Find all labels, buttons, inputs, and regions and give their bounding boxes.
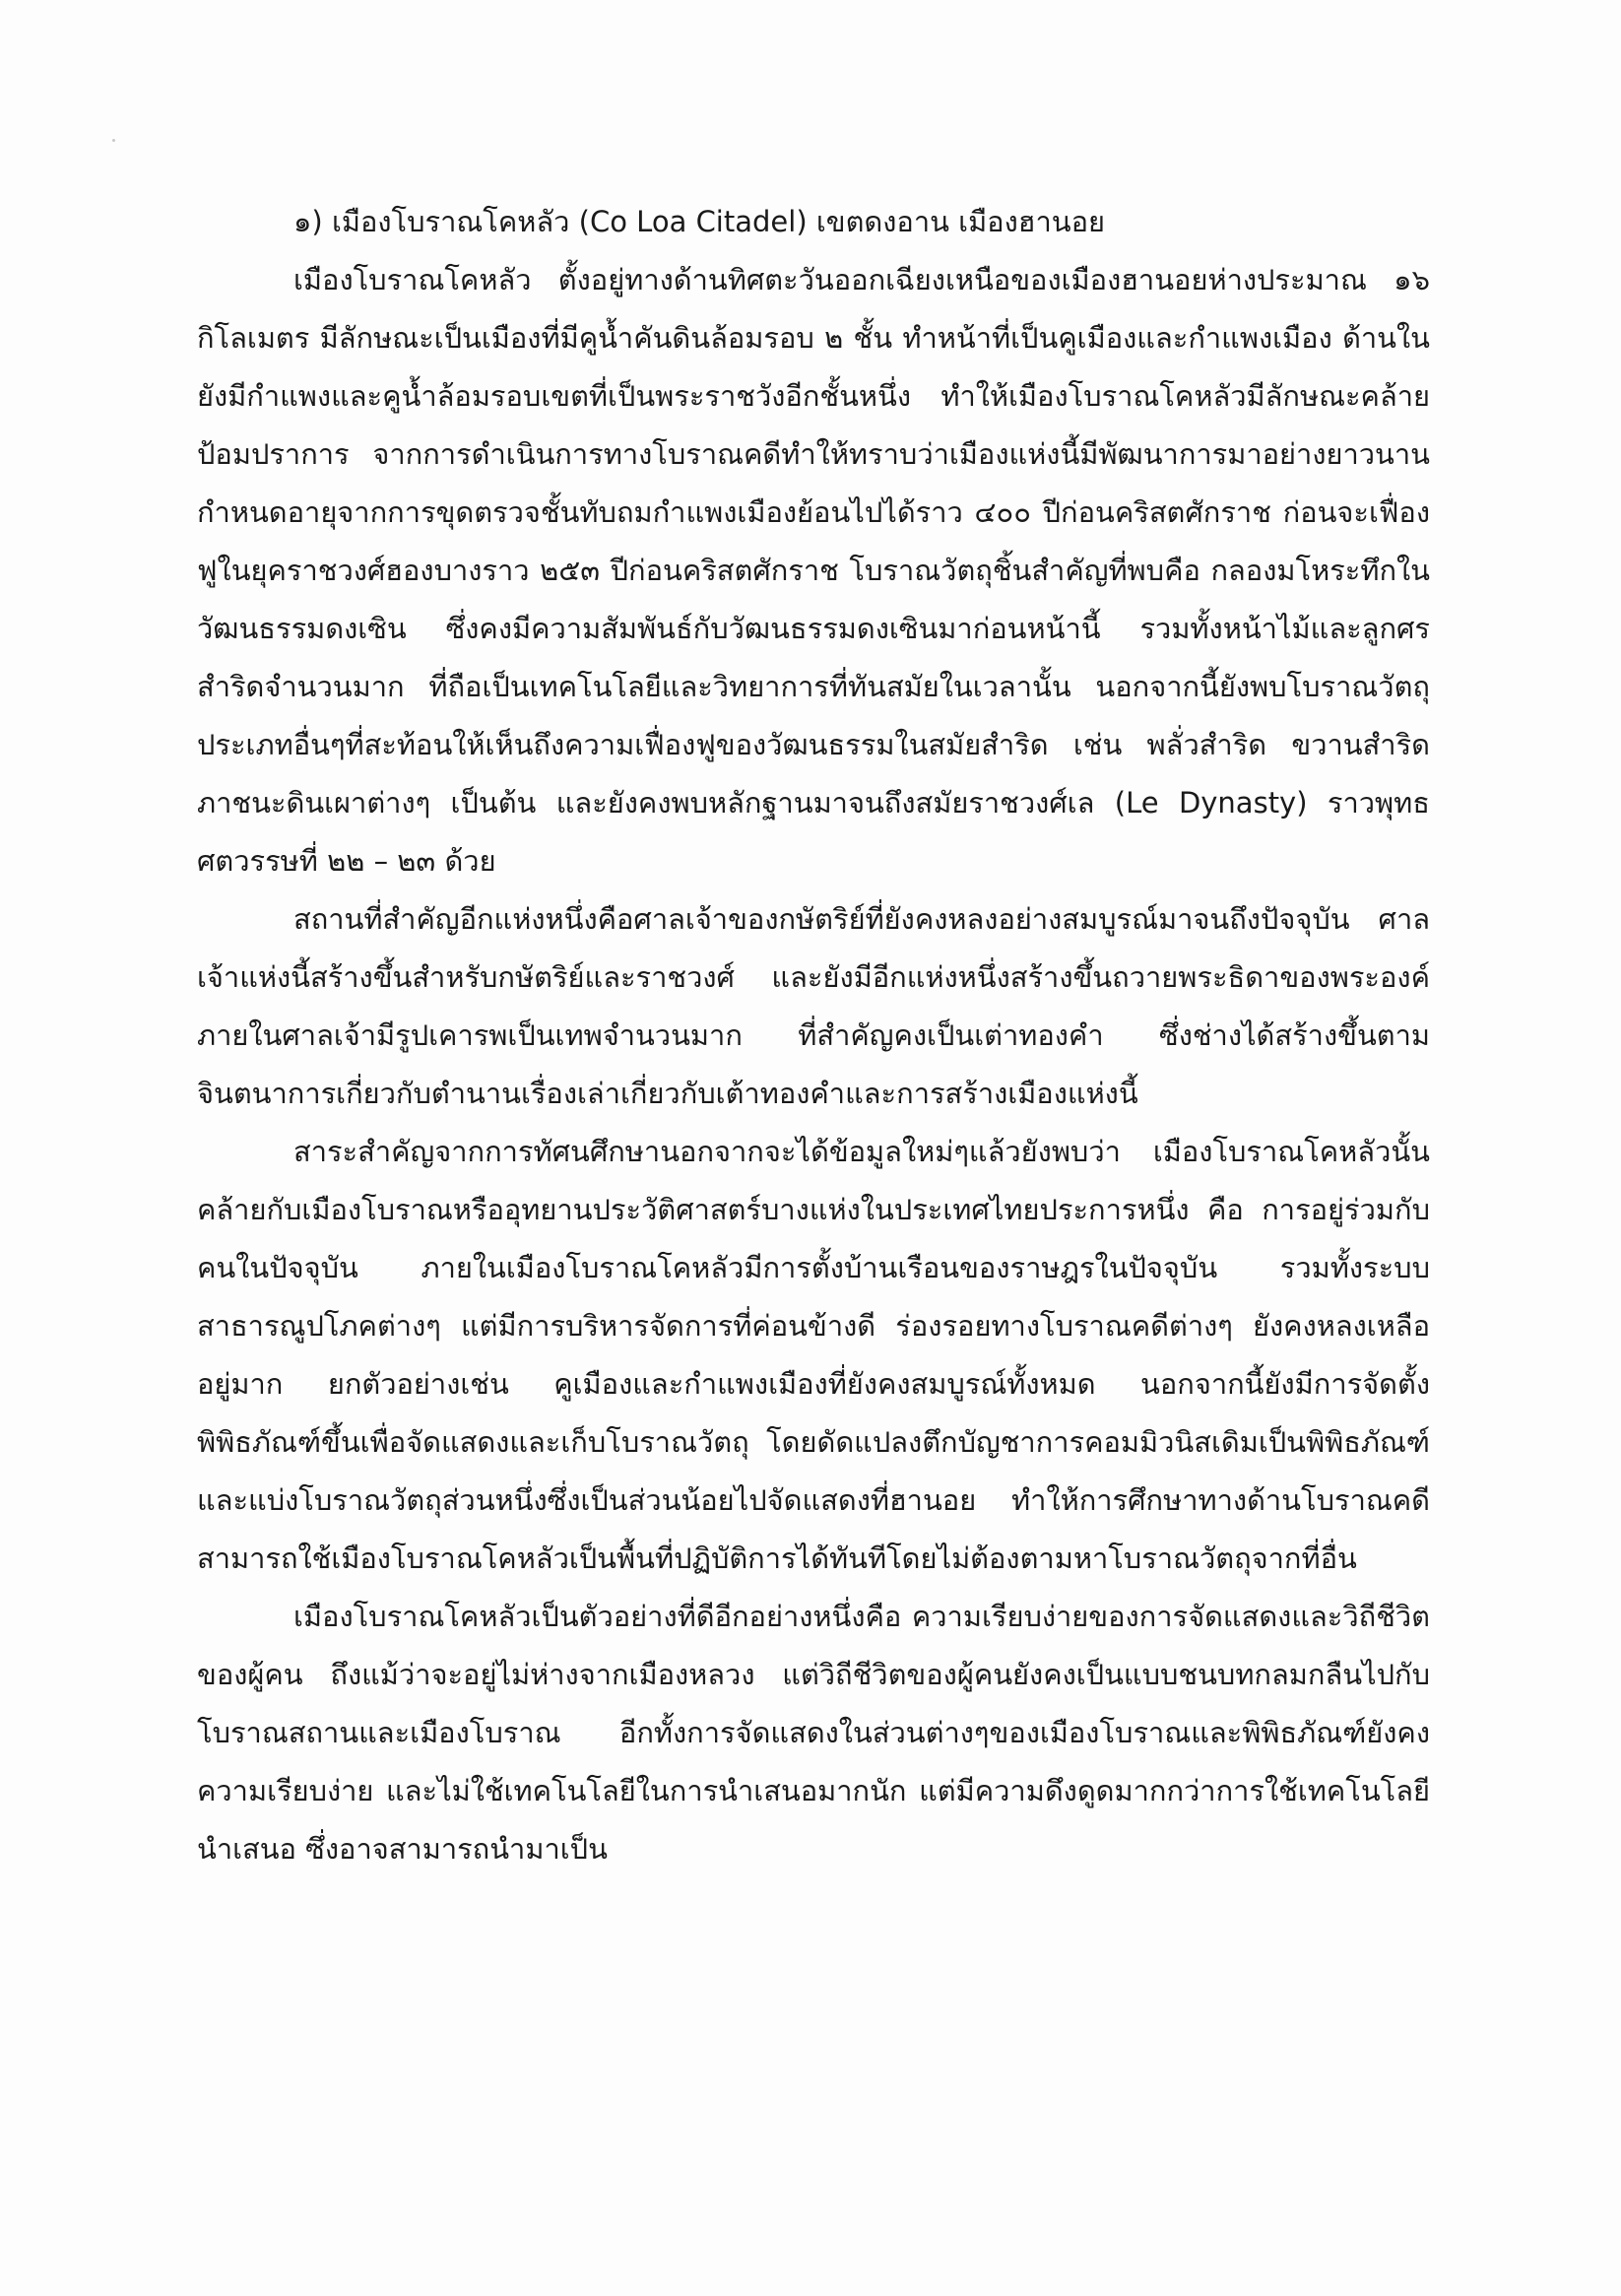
document-body [197, 193, 1430, 1878]
scan-speck [112, 139, 115, 142]
section-heading: ๑) เมืองโบราณโคหลัว (Co Loa Citadel) เขตดงอาน เมืองฮานอย [293, 205, 1105, 238]
paragraph-findings: สาระสำคัญจากการทัศนศึกษานอกจากจะได้ข้อมูลใหม่ๆแล้วยังพบว่า เมืองโบราณโคหลัวนั้น คล้ายกับเมืองโบราณหรืออุทยานประวัติศาสตร์บางแห่งในประเทศไทยประการหนึ่ง คือ การอยู่ร่วมกับคนในปัจจุบัน ภายในเมืองโบราณโคหลัวมีการตั้งบ้านเรือนของราษฎรในปัจจุบัน รวมทั้งระบบสาธารณูปโภคต่างๆ แต่มีการบริหารจัดการที่ค่อนข้างดี ร่องรอยทางโบราณคดีต่างๆ ยังคงหลงเหลืออยู่มาก ยกตัวอย่างเช่น คูเมืองและกำแพงเมืองที่ยังคงสมบูรณ์ทั้งหมด นอกจากนี้ยังมีการจัดตั้งพิพิธภัณฑ์ขึ้นเพื่อจัดแสดงและเก็บโบราณวัตถุ โดยดัดแปลงตึกบัญชาการคอมมิวนิสเดิมเป็นพิพิธภัณฑ์ และแบ่งโบราณวัตถุส่วนหนึ่งซึ่งเป็นส่วนน้อยไปจัดแสดงที่ฮานอย ทำให้การศึกษาทางด้านโบราณคดีสามารถใช้เมืองโบราณโคหลัวเป็นพื้นที่ปฏิบัติการได้ทันทีโดยไม่ต้องตามหาโบราณวัตถุจากที่อื่น [197, 1135, 1430, 1575]
paragraph-example: เมืองโบราณโคหลัวเป็นตัวอย่างที่ดีอีกอย่างหนึ่งคือ ความเรียบง่ายของการจัดแสดงและวิถีชีวิตของผู้คน ถึงแม้ว่าจะอยู่ไม่ห่างจากเมืองหลวง แต่วิถีชีวิตของผู้คนยังคงเป็นแบบชนบทกลมกลืนไปกับโบราณสถานและเมืองโบราณ อีกทั้งการจัดแสดงในส่วนต่างๆของเมืองโบราณและพิพิธภัณฑ์ยังคงความเรียบง่าย และไม่ใช้เทคโนโลยีในการนำเสนอมากนัก แต่มีความดึงดูดมากกว่าการใช้เทคโนโลยีนำเสนอ ซึ่งอาจสามารถนำมาเป็น [197, 1600, 1430, 1866]
paragraph-shrine: สถานที่สำคัญอีกแห่งหนึ่งคือศาลเจ้าของกษัตริย์ที่ยังคงหลงอย่างสมบูรณ์มาจนถึงปัจจุบัน ศาลเจ้าแห่งนี้สร้างขึ้นสำหรับกษัตริย์และราชวงศ์ และยังมีอีกแห่งหนึ่งสร้างขึ้นถวายพระธิดาของพระองค์ ภายในศาลเจ้ามีรูปเคารพเป็นเทพจำนวนมาก ที่สำคัญคงเป็นเต่าทองคำ ซึ่งช่างได้สร้างขึ้นตามจินตนาการเกี่ยวกับตำนานเรื่องเล่าเกี่ยวกับเต้าทองคำและการสร้างเมืองแห่งนี้ [197, 902, 1430, 1110]
paragraph-overview: เมืองโบราณโคหลัว ตั้งอยู่ทางด้านทิศตะวันออกเฉียงเหนือของเมืองฮานอยห่างประมาณ ๑๖ กิโลเมตร มีลักษณะเป็นเมืองที่มีคูน้ำคันดินล้อมรอบ ๒ ชั้น ทำหน้าที่เป็นคูเมืองและกำแพงเมือง ด้านในยังมีกำแพงและคูน้ำล้อมรอบเขตที่เป็นพระราชวังอีกชั้นหนึ่ง ทำให้เมืองโบราณโคหลัวมีลักษณะคล้ายป้อมปราการ จากการดำเนินการทางโบราณคดีทำให้ทราบว่าเมืองแห่งนี้มีพัฒนาการมาอย่างยาวนานกำหนดอายุจากการขุดตรวจชั้นทับถมกำแพงเมืองย้อนไปได้ราว ๔๐๐ ปีก่อนคริสตศักราช ก่อนจะเฟื่องฟูในยุคราชวงศ์ฮองบางราว ๒๕๓ ปีก่อนคริสตศักราช โบราณวัตถุชิ้นสำคัญที่พบคือ กลองมโหระทึกในวัฒนธรรมดงเซิน ซึ่งคงมีความสัมพันธ์กับวัฒนธรรมดงเซินมาก่อนหน้านี้ รวมทั้งหน้าไม้และลูกศรสำริดจำนวนมาก ที่ถือเป็นเทคโนโลยีและวิทยาการที่ทันสมัยในเวลานั้น นอกจากนี้ยังพบโบราณวัตถุประเภทอื่นๆที่สะท้อนให้เห็นถึงความเฟื่องฟูของวัฒนธรรมในสมัยสำริด เช่น พลั่วสำริด ขวานสำริด ภาชนะดินเผาต่างๆ เป็นต้น และยังคงพบหลักฐานมาจนถึงสมัยราชวงศ์เล (Le Dynasty) ราวพุทธศตวรรษที่ ๒๒ – ๒๓ ด้วย [197, 263, 1430, 878]
